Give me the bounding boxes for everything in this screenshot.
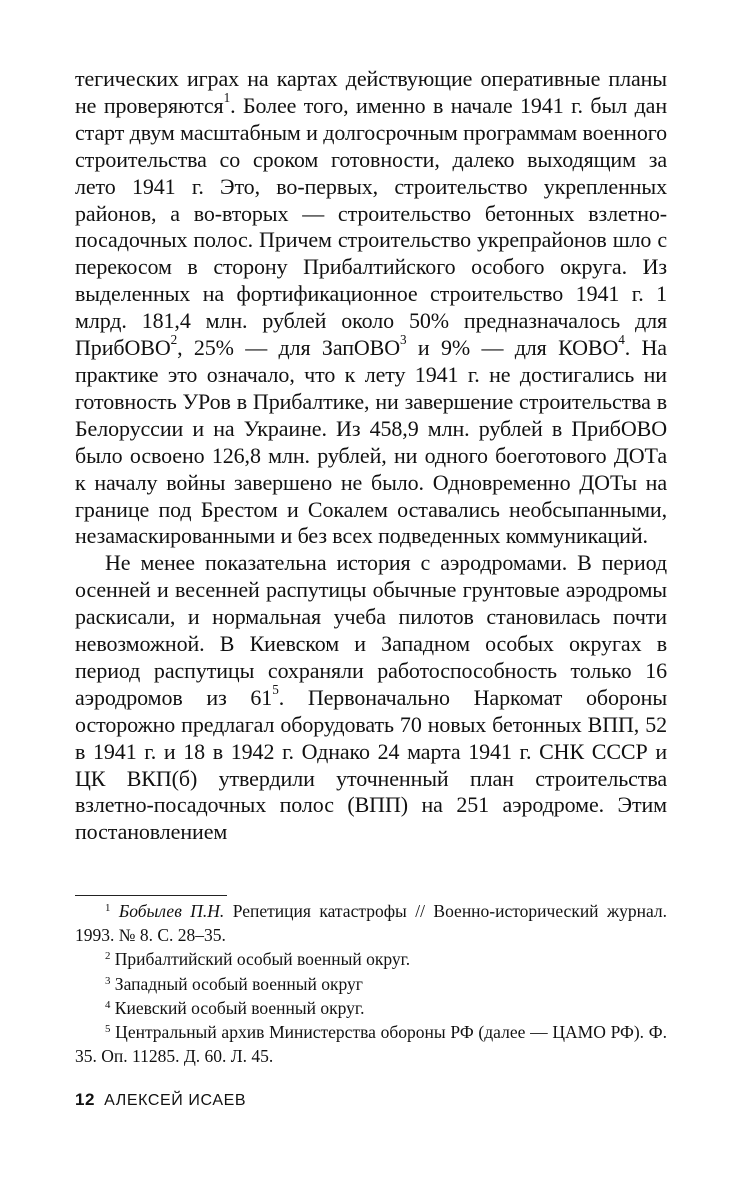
footnote-5 — [75, 1020, 667, 1068]
footnote-text: Киевский особый военный округ. — [110, 997, 365, 1018]
page-content — [75, 66, 667, 846]
footnote-text: Прибалтийский особый военный округ. — [110, 949, 411, 970]
paragraph-text: Не менее показательна история с аэродромами. В период осенней и весенней распутицы обычные грунтовые аэродромы раскисали, и нормальная учеба пилотов становилась почти невозможной. В Киевском и Западном особых округах в период распутицы сохраняли работоспособность только 16 аэродромов из 61 — [75, 550, 667, 710]
paragraph-text: . На практике это означало, что к лету 1941 г. не достигались ни готовность УРов в Прибалтике, ни завершение строительства в Белоруссии и на Украине. Из 458,9 млн. рублей в ПрибОВО было освоено 126,8 млн. рублей, ни одного боеготового ДОТа к началу войны завершено не было. Одновременно ДОТы на границе под Брестом и Сокалем оставались необсыпанными, незамаскированными и без всех подведенных коммуникаций. — [75, 335, 667, 549]
paragraph-text: . Первоначально Наркомат обороны осторожно предлагал оборудовать 70 новых бетонных ВПП, 52 в 1941 г. и 18 в 1942 г. Однако 24 марта 1941 г. СНК СССР и ЦК ВКП(б) утвердили уточненный план строительства взлетно-посадочных полос (ВПП) на 251 аэродроме. Этим постановлением — [75, 684, 667, 845]
running-footer — [75, 1090, 246, 1110]
footnote-ref-2: 2 — [170, 331, 178, 347]
footer-author: АЛЕКСЕЙ ИСАЕВ — [104, 1092, 247, 1109]
page-number: 12 — [75, 1090, 96, 1109]
footnote-number: 3 — [105, 974, 111, 987]
footnote-number: 2 — [105, 950, 111, 963]
paragraph-2 — [75, 550, 667, 846]
footnote-ref-5: 5 — [272, 681, 279, 697]
footnotes — [75, 899, 667, 1068]
paragraph-text: , 25% — для ЗапОВО — [177, 335, 401, 361]
footnote-text: Репетиция катастрофы // Военно-исторический журнал. 1993. № 8. С. 28–35. — [75, 901, 667, 946]
footnote-ref-4: 4 — [618, 331, 625, 347]
footnote-number: 1 — [105, 902, 111, 915]
footnote-text: Западный особый военный округ — [110, 973, 363, 994]
footnote-1 — [75, 899, 667, 947]
footnote-4 — [75, 996, 667, 1020]
paragraph-1 — [75, 66, 667, 550]
footnote-separator — [75, 895, 227, 896]
footnote-ref-1: 1 — [223, 89, 231, 105]
paragraph-text: и 9% — для КОВО — [406, 335, 619, 361]
footnote-ref-3: 3 — [400, 331, 407, 347]
footnote-author: Бобылев П.Н. — [118, 901, 225, 921]
paragraph-text: тегических играх на картах действующие оперативные планы не проверяются — [75, 66, 667, 118]
footnote-2 — [75, 947, 667, 971]
footnote-3 — [75, 972, 667, 996]
footnote-number: 4 — [105, 998, 111, 1011]
paragraph-text: . Более того, именно в начале 1941 г. был дан старт двум масштабным и долгосрочным программам военного строительства со сроком готовности, далеко выходящим за лето 1941 г. Это, во-первых, строительство укрепленных районов, а во-вторых — строительство бетонных взлетно-посадочных полос. Причем строительство укрепрайонов шло с перекосом в сторону Прибалтийского особого округа. Из выделенных на фортификационное строительство 1941 г. 1 млрд. 181,4 млн. рублей около 50% предназначалось для ПрибОВО — [75, 92, 668, 361]
main-text — [75, 66, 667, 846]
footnote-text: Центральный архив Министерства обороны РФ (далее — ЦАМО РФ). Ф. 35. Оп. 11285. Д. 60. Л. 45. — [75, 1022, 667, 1067]
footnote-number: 5 — [105, 1023, 111, 1036]
